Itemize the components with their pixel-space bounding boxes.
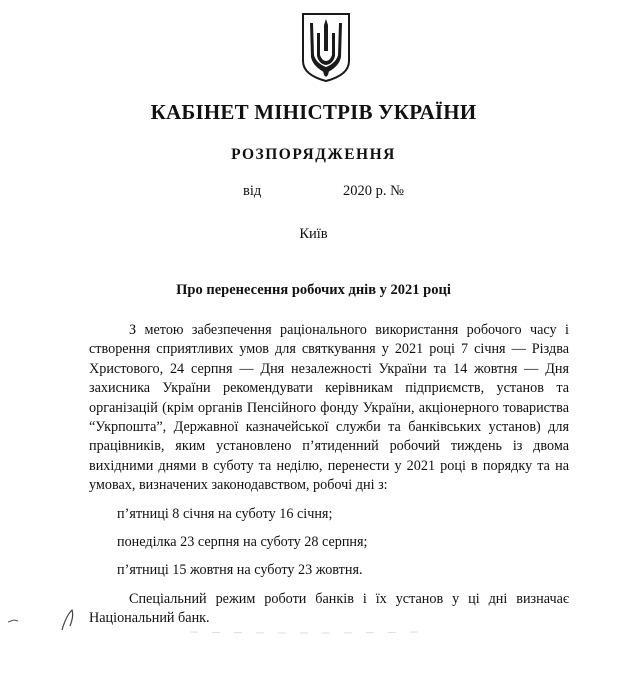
document-title: Про перенесення робочих днів у 2021 році: [176, 282, 451, 298]
closing-paragraph: Спеціальний режим роботи банків і їх установ у ці дні визначає Національний банк.: [89, 590, 569, 627]
city: Київ: [299, 226, 328, 242]
cabinet-heading: КАБІНЕТ МІНІСТРІВ УКРАЇНИ: [150, 100, 477, 124]
date-year-number: 2020 р. №: [343, 183, 404, 199]
date-prefix: від: [243, 183, 262, 199]
handwritten-mark: [0, 596, 627, 636]
list-item: понеділка 23 серпня на суботу 28 серпня;: [117, 534, 368, 551]
document-type-heading: РОЗПОРЯДЖЕННЯ: [231, 146, 396, 163]
trident-emblem-icon: [300, 11, 352, 83]
document-body: [89, 321, 569, 629]
main-paragraph: З метою забезпечення раціонального використання робочого часу і створення сприятливих умов для святкування у 2021 році 7 січня — Різдва Христового, 24 серпня — Дня незалежності України та 14 жовтня — Дня захисника України рекомендувати керівникам підприємств, установ та організацій (крім органів Пенсійного фонду України, акціонерного товариства “Укрпошта”, Державної казначейської служби та банківських установ) для працівників, яким установлено п’ятиденний робочий тиждень із двома вихідними днями в суботу та неділю, перенести у 2021 році в порядку та на умовах, визначених законодавством, робочі дні з:: [89, 322, 569, 494]
list-item: п’ятниці 8 січня на суботу 16 січня;: [117, 505, 333, 522]
list-item: п’ятниці 15 жовтня на суботу 23 жовтня.: [117, 562, 363, 579]
